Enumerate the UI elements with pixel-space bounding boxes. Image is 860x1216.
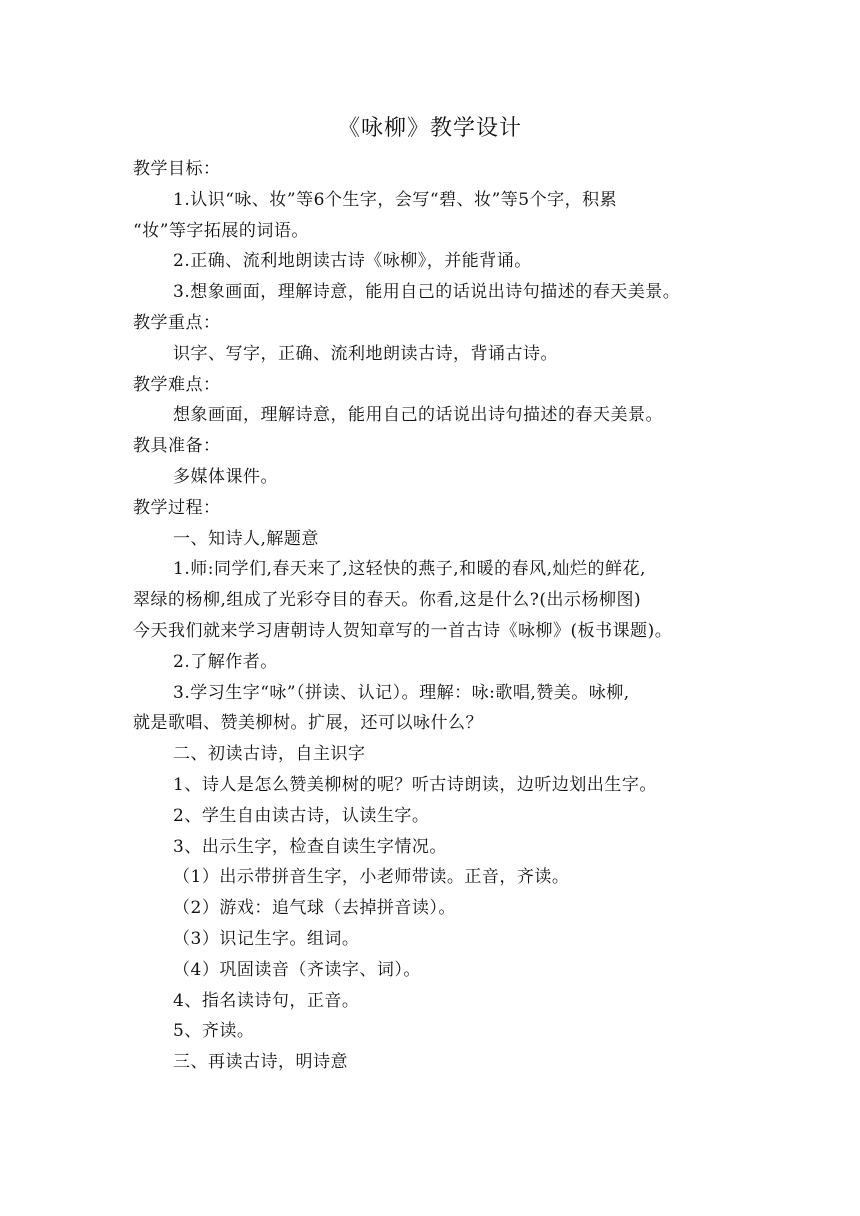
- section-heading: 二、初读古诗，自主识字: [173, 744, 366, 765]
- paragraph-line: 2.了解作者。: [173, 651, 278, 672]
- paragraph-line: 3、出示生字，检查自读生字情况。: [173, 836, 447, 857]
- paragraph-line: 1.师:同学们,春天来了,这轻快的燕子,和暖的春风,灿烂的鲜花,: [173, 559, 646, 580]
- section-heading: 一、知诗人,解题意: [173, 528, 319, 549]
- paragraph-line: （1）出示带拼音生字，小老师带读。正音，齐读。: [173, 867, 570, 888]
- heading-materials: 教具准备：: [133, 436, 221, 457]
- heading-process: 教学过程：: [133, 497, 221, 518]
- paragraph-line: 4、指名读诗句，正音。: [173, 990, 360, 1011]
- paragraph-line: （4）巩固读音（齐读字、词）。: [173, 959, 421, 980]
- heading-goals: 教学目标：: [133, 159, 221, 179]
- section-heading: 三、再读古诗，明诗意: [173, 1052, 348, 1073]
- paragraph-line: 翠绿的杨柳,组成了光彩夺目的春天。你看,这是什么?(出示杨柳图): [133, 590, 642, 611]
- paragraph-line: （3）识记生字。组词。: [173, 928, 360, 949]
- paragraph-line: 识字、写字，正确、流利地朗读古诗，背诵古诗。: [173, 343, 558, 364]
- paragraph-line: 1.认识“咏、妆”等6个生字，会写“碧、妆”等5个字，积累: [173, 189, 618, 210]
- paragraph-line: 2、学生自由读古诗，认读生字。: [173, 805, 430, 826]
- paragraph-line: 就是歌唱、赞美柳树。扩展，还可以咏什么？: [133, 713, 483, 734]
- paragraph-line: 3.学习生字“咏”（拼读、认记）。理解：咏:歌唱,赞美。咏柳,: [173, 682, 630, 703]
- paragraph-line: 想象画面，理解诗意，能用自己的话说出诗句描述的春天美景。: [173, 405, 663, 426]
- paragraph-line: “妆”等字拓展的词语。: [133, 220, 309, 241]
- paragraph-line: 多媒体课件。: [173, 466, 278, 487]
- heading-difficulties: 教学难点：: [133, 374, 221, 395]
- document-title: 《咏柳》教学设计: [337, 116, 522, 141]
- paragraph-line: 5、齐读。: [173, 1021, 255, 1042]
- document-body: [133, 154, 733, 1078]
- paragraph-line: 1、诗人是怎么赞美柳树的呢？听古诗朗读，边听边划出生字。: [173, 774, 657, 795]
- heading-key-points: 教学重点：: [133, 312, 221, 333]
- paragraph-line: 2.正确、流利地朗读古诗《咏柳》，并能背诵。: [173, 251, 532, 272]
- paragraph-line: 今天我们就来学习唐朝诗人贺知章写的一首古诗《咏柳》(板书课题)。: [133, 620, 673, 641]
- paragraph-line: 3.想象画面，理解诗意，能用自己的话说出诗句描述的春天美景。: [173, 282, 681, 303]
- paragraph-line: （2）游戏：追气球（去掉拼音读）。: [173, 898, 456, 919]
